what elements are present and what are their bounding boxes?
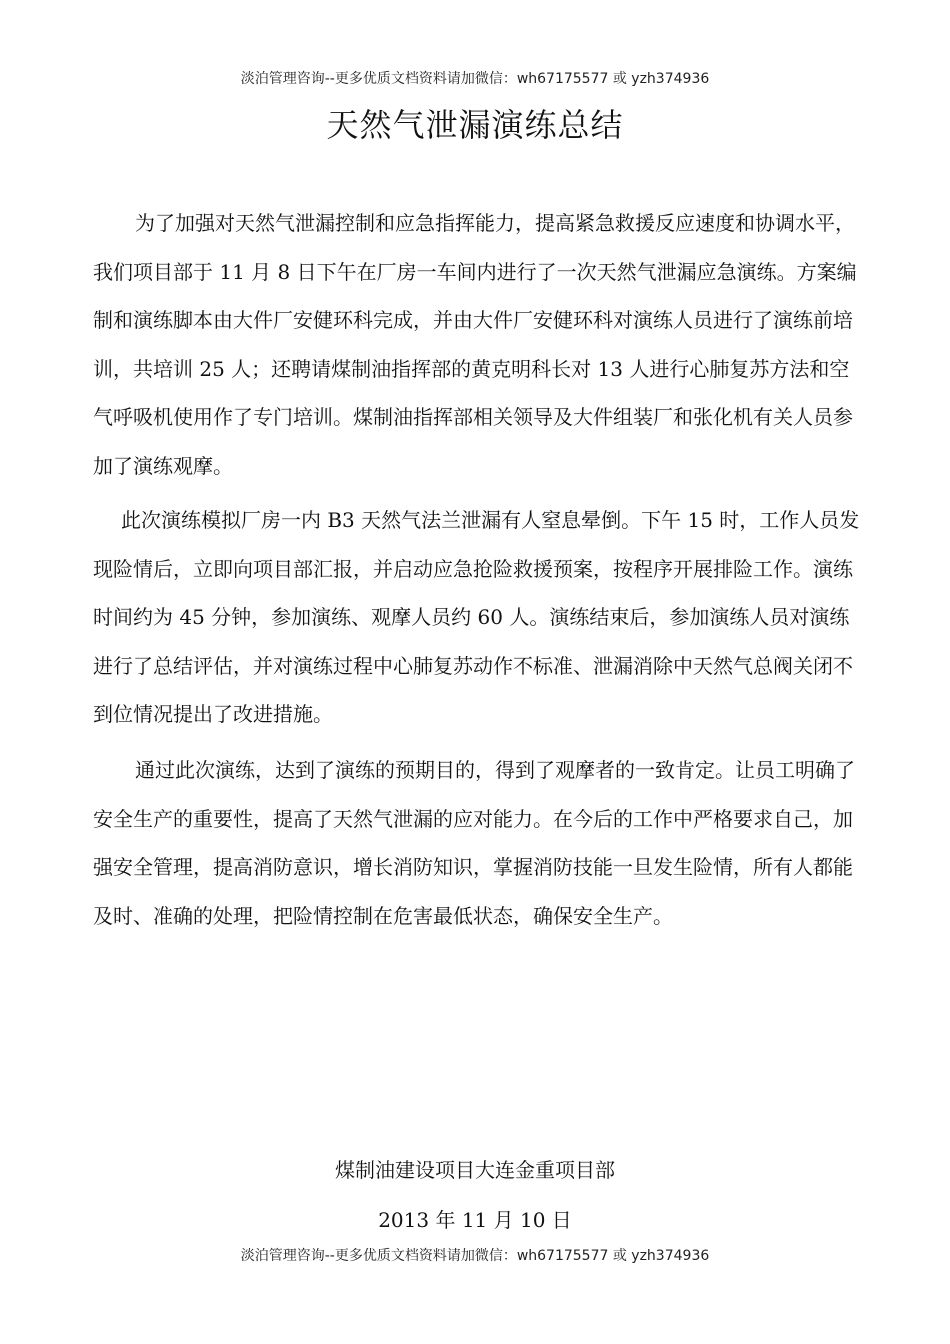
paragraph-intro: 为了加强对天然气泄漏控制和应急指挥能力，提高紧急救援反应速度和协调水平，我们项目部于 11 月 8 日下午在厂房一车间内进行了一次天然气泄漏应急演练。方案编制和演练脚本由大件厂安健环科完成，并由大件厂安健环科对演练人员进行了演练前培训，共培训 25 人；还聘请煤制油指挥部的黄克明科长对 13 人进行心肺复苏方法和空气呼吸机使用作了专门培训。煤制油指挥部相关领导及大件组装厂和张化机有关人员参加了演练观摩。 <box>93 211 857 478</box>
signature-date: 2013 年 11 月 10 日 <box>378 1208 572 1232</box>
paragraph-conclusion: 通过此次演练，达到了演练的预期目的，得到了观摩者的一致肯定。让员工明确了安全生产的重要性，提高了天然气泄漏的应对能力。在今后的工作中严格要求自己，加强安全管理，提高消防意识，增长消防知识，掌握消防技能一旦发生险情，所有人都能及时、准确的处理，把险情控制在危害最低状态，确保安全生产。 <box>93 758 855 928</box>
signature-organization: 煤制油建设项目大连金重项目部 <box>335 1158 615 1182</box>
header-note: 淡泊管理咨询--更多优质文档资料请加微信：wh67175577 或 yzh374936 <box>240 71 710 87</box>
footer-note: 淡泊管理咨询--更多优质文档资料请加微信：wh67175577 或 yzh374936 <box>240 1248 710 1264</box>
document-title: 天然气泄漏演练总结 <box>326 106 624 144</box>
paragraph-scenario: 此次演练模拟厂房一内 B3 天然气法兰泄漏有人窒息晕倒。下午 15 时，工作人员发现险情后，立即向项目部汇报，并启动应急抢险救援预案，按程序开展排险工作。演练时间约为 45 分钟，参加演练、观摩人员约 60 人。演练结束后，参加演练人员对演练进行了总结评估，并对演练过程中心肺复苏动作不标准、泄漏消除中天然气总阀关闭不到位情况提出了改进措施。 <box>93 508 860 726</box>
